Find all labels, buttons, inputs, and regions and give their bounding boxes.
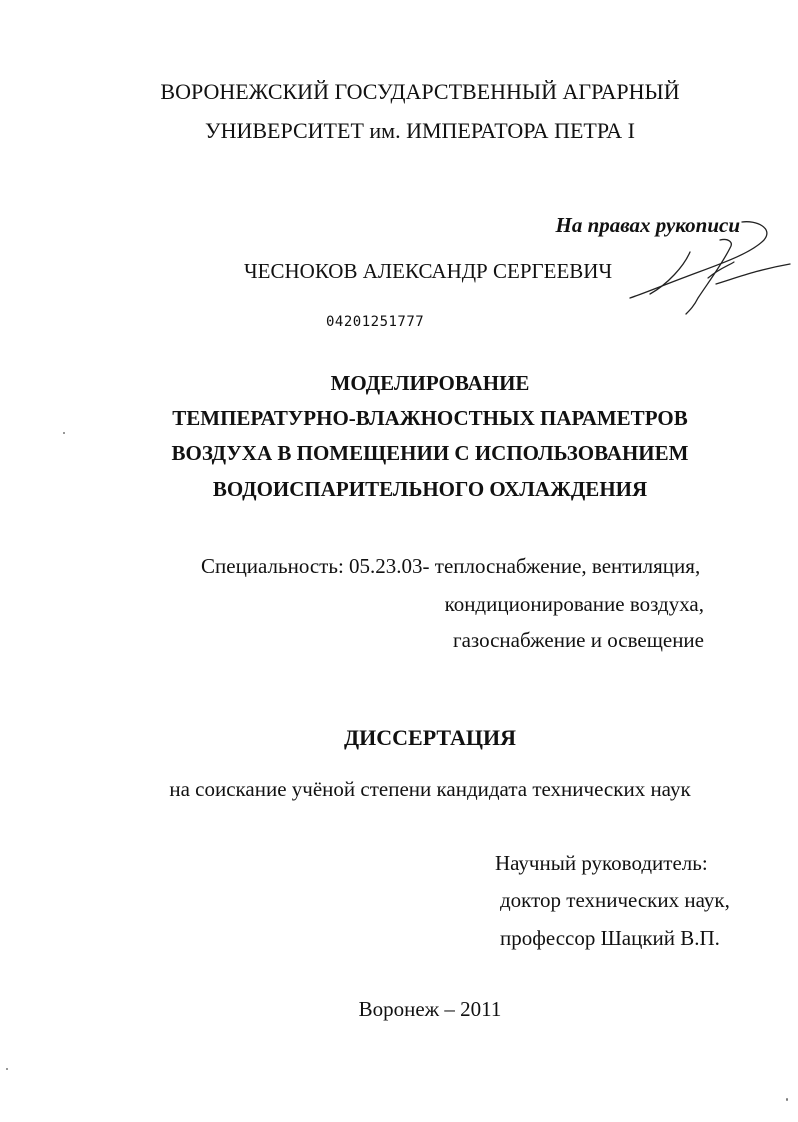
specialty-line-2: кондиционирование воздуха, bbox=[444, 592, 704, 616]
dissertation-title-line-3: ВОЗДУХА В ПОМЕЩЕНИИ С ИСПОЛЬЗОВАНИЕМ bbox=[171, 441, 689, 465]
scan-speck bbox=[6, 1068, 8, 1070]
specialty-line-1: Специальность: 05.23.03- теплоснабжение, вентиляция, bbox=[201, 554, 701, 578]
city-year: Воронеж – 2011 bbox=[358, 997, 502, 1021]
dissertation-label: ДИССЕРТАЦИЯ bbox=[344, 725, 516, 750]
specialty-line-3: газоснабжение и освещение bbox=[452, 628, 704, 652]
dissertation-title-line-1: МОДЕЛИРОВАНИЕ bbox=[330, 371, 530, 395]
dissertation-title-line-2: ТЕМПЕРАТУРНО-ВЛАЖНОСТНЫХ ПАРАМЕТРОВ bbox=[172, 406, 688, 430]
signature-icon bbox=[624, 218, 794, 318]
dissertation-title-line-4: ВОДОИСПАРИТЕЛЬНОГО ОХЛАЖДЕНИЯ bbox=[212, 477, 648, 501]
registration-number: 04201251777 bbox=[326, 314, 425, 330]
scan-speck bbox=[63, 432, 65, 434]
author-name: ЧЕСНОКОВ АЛЕКСАНДР СЕРГЕЕВИЧ bbox=[244, 259, 613, 283]
university-name-line-1: ВОРОНЕЖСКИЙ ГОСУДАРСТВЕННЫЙ АГРАРНЫЙ bbox=[160, 79, 680, 104]
supervisor-degree: доктор технических наук, bbox=[500, 888, 730, 912]
university-name-line-2: УНИВЕРСИТЕТ им. ИМПЕРАТОРА ПЕТРА I bbox=[205, 118, 635, 143]
supervisor-label: Научный руководитель: bbox=[495, 851, 708, 875]
scan-speck bbox=[786, 1098, 788, 1101]
supervisor-name: профессор Шацкий В.П. bbox=[500, 926, 720, 950]
degree-line: на соискание учёной степени кандидата технических наук bbox=[169, 777, 691, 801]
manuscript-note: На правах рукописи bbox=[555, 213, 740, 237]
